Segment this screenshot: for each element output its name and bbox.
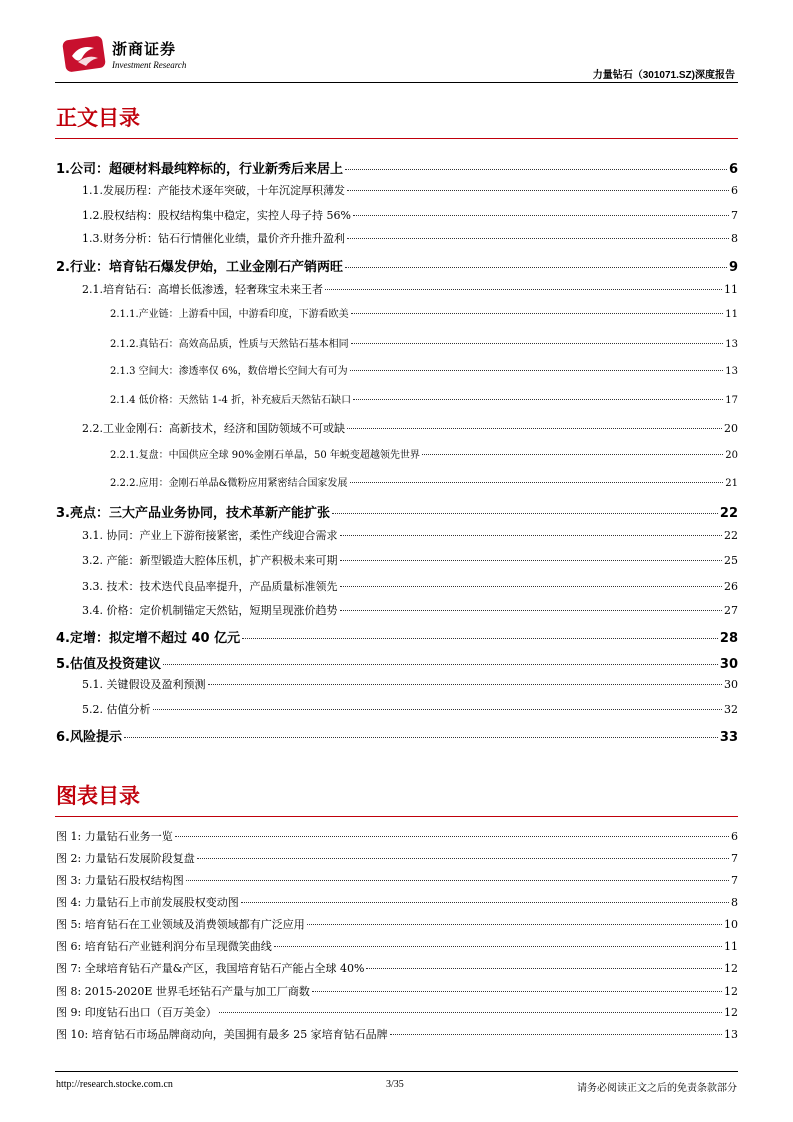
toc-item-label: 2.2.1.复盘：中国供应全球 90%金刚石单晶，50 年蜕变超越领先世界: [110, 450, 420, 461]
figure-list-item[interactable]: [56, 960, 738, 976]
figure-item-label: 图 5: 培育钻石在工业领域及消费领域都有广泛应用: [56, 918, 305, 931]
figure-item-label: 图 8: 2015-2020E 世界毛坯钻石产量与加工厂商数: [56, 985, 310, 998]
toc-item[interactable]: [82, 676, 738, 692]
toc-item[interactable]: [82, 578, 738, 594]
dot-leader: [197, 858, 729, 859]
footer-disclaimer: 请务必阅读正文之后的免责条款部分: [577, 1083, 737, 1094]
brand-name-cn: 浙商证券: [112, 40, 177, 58]
figure-list-item[interactable]: [56, 938, 738, 954]
dot-leader: [186, 880, 729, 881]
dot-leader: [274, 946, 722, 947]
toc-item[interactable]: [82, 701, 738, 717]
toc-title-divider: [55, 138, 738, 139]
dot-leader: [208, 684, 723, 685]
toc-item-page: 22: [724, 529, 738, 542]
dot-leader: [153, 709, 723, 710]
dot-leader: [353, 399, 723, 400]
figure-list-item[interactable]: [56, 872, 738, 888]
dot-leader: [350, 482, 724, 483]
dot-leader: [219, 1012, 722, 1013]
figure-item-page: 12: [724, 1006, 738, 1019]
toc-item-label: 2.1.3 空间大：渗透率仅 6%，数倍增长空间大有可为: [110, 366, 348, 377]
toc-item-label: 6.风险提示: [56, 730, 122, 745]
dot-leader: [340, 610, 723, 611]
dot-leader: [347, 190, 729, 191]
dot-leader: [340, 535, 723, 536]
toc-item-label: 1.公司：超硬材料最纯粹标的，行业新秀后来居上: [56, 162, 343, 177]
toc-item-label: 5.估值及投资建议: [56, 657, 161, 672]
figure-item-label: 图 4: 力量钻石上市前发展股权变动图: [56, 896, 239, 909]
company-logo: [62, 34, 108, 74]
toc-item[interactable]: [110, 362, 738, 377]
toc-item-page: 30: [724, 678, 738, 691]
toc-item[interactable]: [110, 335, 738, 350]
toc-item-label: 3.1. 协同：产业上下游衔接紧密，柔性产线迎合需求: [82, 529, 338, 542]
figure-list-item[interactable]: [56, 1026, 738, 1042]
dot-leader: [175, 836, 729, 837]
toc-item[interactable]: [56, 158, 738, 177]
figure-item-label: 图 9: 印度钻石出口（百万美金）: [56, 1006, 217, 1019]
figure-item-page: 11: [724, 940, 738, 953]
toc-item-page: 7: [731, 209, 738, 222]
header-divider: [55, 82, 738, 83]
toc-item[interactable]: [82, 602, 738, 618]
dot-leader: [422, 454, 723, 455]
toc-item-label: 2.1.4 低价格：天然钻 1-4 折，补充疲后天然钻石缺口: [110, 395, 352, 406]
figure-item-page: 8: [731, 896, 738, 909]
dot-leader: [332, 513, 718, 514]
toc-item-label: 2.1.2.真钻石：高效高品质，性质与天然钻石基本相同: [110, 339, 349, 350]
toc-item[interactable]: [82, 207, 738, 223]
figure-item-page: 6: [731, 830, 738, 843]
toc-item[interactable]: [82, 552, 738, 568]
figure-item-page: 7: [731, 852, 738, 865]
figure-item-page: 7: [731, 874, 738, 887]
toc-item-label: 1.2.股权结构：股权结构集中稳定，实控人母子持 56%: [82, 209, 351, 222]
toc-item-page: 11: [724, 283, 738, 296]
report-title: 力量钻石（301071.SZ)深度报告: [592, 70, 735, 81]
toc-item-label: 2.1.1.产业链：上游看中国，中游看印度，下游看欧美: [110, 309, 349, 320]
toc-item-page: 13: [725, 366, 738, 377]
toc-item-page: 33: [719, 730, 738, 745]
figure-item-page: 13: [724, 1028, 738, 1041]
toc-item-page: 20: [725, 450, 738, 461]
dot-leader: [353, 215, 729, 216]
toc-item-label: 5.2. 估值分析: [82, 703, 151, 716]
figure-list-item[interactable]: [56, 1004, 738, 1020]
toc-item-page: 17: [725, 395, 738, 406]
figure-list-item[interactable]: [56, 828, 738, 844]
figure-item-page: 12: [724, 985, 738, 998]
figure-item-label: 图 6: 培育钻石产业链利润分布呈现微笑曲线: [56, 940, 272, 953]
toc-item-page: 25: [724, 554, 738, 567]
dot-leader: [163, 664, 718, 665]
figure-item-label: 图 1: 力量钻石业务一览: [56, 830, 173, 843]
toc-item[interactable]: [56, 502, 738, 521]
dot-leader: [325, 289, 722, 290]
toc-item[interactable]: [56, 256, 738, 275]
footer-url[interactable]: http://research.stocke.com.cn: [56, 1079, 173, 1090]
footer-divider: [55, 1071, 738, 1072]
toc-item-label: 2.2.2.应用：金刚石单晶&微粉应用紧密结合国家发展: [110, 478, 348, 489]
dot-leader: [351, 343, 724, 344]
dot-leader: [390, 1034, 722, 1035]
figure-item-page: 10: [724, 918, 738, 931]
toc-item-page: 28: [719, 631, 738, 646]
dot-leader: [124, 737, 718, 738]
toc-item-page: 20: [724, 422, 738, 435]
toc-item-label: 2.2.工业金刚石：高新技术，经济和国防领域不可或缺: [82, 422, 345, 435]
toc-item-page: 21: [725, 478, 738, 489]
toc-item-label: 3.4. 价格：定价机制锚定天然钻，短期呈现涨价趋势: [82, 604, 338, 617]
dot-leader: [340, 586, 723, 587]
toc-item-page: 6: [731, 184, 738, 197]
figure-item-label: 图 2: 力量钻石发展阶段复盘: [56, 852, 195, 865]
toc-item-page: 30: [719, 657, 738, 672]
toc-item-page: 26: [724, 580, 738, 593]
figure-list-item[interactable]: [56, 983, 738, 999]
figure-item-page: 12: [724, 962, 738, 975]
toc-item[interactable]: [110, 391, 738, 406]
toc-title: 正文目录: [56, 106, 140, 130]
toc-item[interactable]: [110, 474, 738, 489]
toc-item-label: 1.3.财务分析：钻石行情催化业绩，量价齐升推升盈利: [82, 232, 345, 245]
dot-leader: [242, 638, 718, 639]
toc-item-page: 8: [731, 232, 738, 245]
toc-item-page: 27: [724, 604, 738, 617]
dot-leader: [345, 169, 727, 170]
toc-item[interactable]: [82, 420, 738, 436]
toc-item[interactable]: [56, 627, 738, 646]
toc-item-page: 32: [724, 703, 738, 716]
toc-item-page: 9: [728, 260, 738, 275]
toc-item-label: 5.1. 关键假设及盈利预测: [82, 678, 206, 691]
toc-item[interactable]: [82, 182, 738, 198]
toc-item-page: 13: [725, 339, 738, 350]
toc-item-label: 2.行业：培育钻石爆发伊始，工业金刚石产销两旺: [56, 260, 343, 275]
toc-item[interactable]: [56, 653, 738, 672]
toc-item-label: 4.定增：拟定增不超过 40 亿元: [56, 631, 241, 646]
toc-item-label: 2.1.培育钻石：高增长低渗透，轻奢珠宝未来王者: [82, 283, 323, 296]
toc-item-label: 1.1.发展历程：产能技术逐年突破，十年沉淀厚积薄发: [82, 184, 345, 197]
figure-item-label: 图 7: 全球培育钻石产量&产区，我国培育钻石产能占全球 40%: [56, 962, 365, 975]
dot-leader: [351, 313, 724, 314]
figure-list-title: 图表目录: [56, 784, 140, 808]
dot-leader: [347, 428, 722, 429]
figure-list-item[interactable]: [56, 916, 738, 932]
toc-item[interactable]: [56, 726, 738, 745]
figure-list-item[interactable]: [56, 850, 738, 866]
toc-item-label: 3.3. 技术：技术迭代良品率提升，产品质量标准领先: [82, 580, 338, 593]
toc-item-page: 22: [719, 506, 738, 521]
toc-item[interactable]: [110, 305, 738, 320]
toc-item-page: 6: [728, 162, 738, 177]
figure-list-title-divider: [55, 816, 738, 817]
brand-name-en: Investment Research: [112, 60, 187, 70]
page-number: 3/35: [386, 1079, 404, 1090]
dot-leader: [307, 924, 722, 925]
figure-item-label: 图 10: 培育钻石市场品牌商动向，美国拥有最多 25 家培育钻石品牌: [56, 1028, 388, 1041]
dot-leader: [347, 238, 729, 239]
dot-leader: [241, 902, 729, 903]
toc-item[interactable]: [110, 446, 738, 461]
figure-list-item[interactable]: [56, 894, 738, 910]
toc-item[interactable]: [82, 281, 738, 297]
dot-leader: [366, 968, 722, 969]
dot-leader: [340, 560, 723, 561]
dot-leader: [345, 267, 727, 268]
toc-item-label: 3.亮点：三大产品业务协同，技术革新产能扩张: [56, 506, 330, 521]
toc-item-page: 11: [725, 309, 738, 320]
toc-item-label: 3.2. 产能：新型锻造大腔体压机，扩产积极未来可期: [82, 554, 338, 567]
toc-item[interactable]: [82, 527, 738, 543]
dot-leader: [312, 991, 722, 992]
toc-item[interactable]: [82, 230, 738, 246]
dot-leader: [350, 370, 724, 371]
figure-item-label: 图 3: 力量钻石股权结构图: [56, 874, 184, 887]
